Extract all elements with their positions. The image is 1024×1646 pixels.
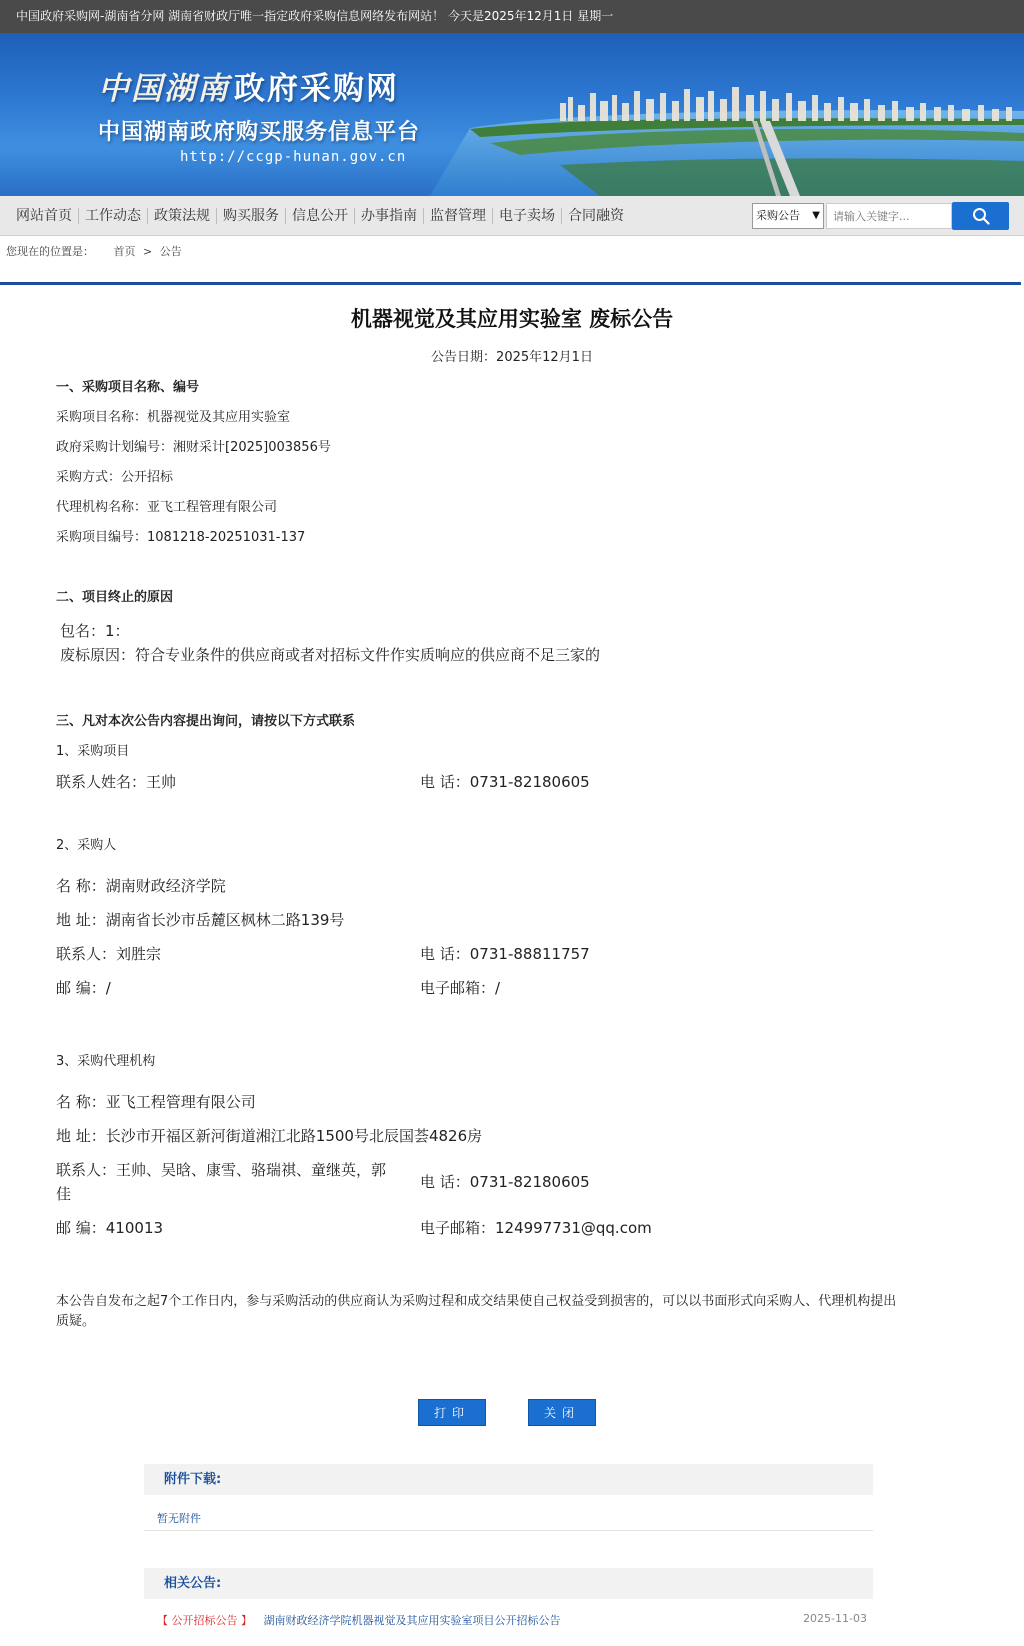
- top-info-bar: [0, 0, 1024, 33]
- breadcrumb-home-link[interactable]: 首页: [113, 245, 136, 258]
- search-icon: [972, 207, 990, 225]
- procurement-method: 采购方式：公开招标: [56, 470, 174, 485]
- section-3-heading: 三、凡对本次公告内容提出询问，请按以下方式联系: [56, 714, 356, 729]
- agency-name: 代理机构名称：亚飞工程管理有限公司: [56, 500, 278, 515]
- purchaser-postcode: 邮 编：/: [56, 979, 111, 997]
- plan-number: 政府采购计划编号：湘财采计[2025]003856号: [56, 440, 331, 455]
- nav-item-contract-finance[interactable]: 合同融资: [568, 208, 624, 224]
- related-item[interactable]: [157, 1612, 867, 1628]
- search-category-select[interactable]: [752, 203, 824, 229]
- contact-2-heading: 2、采购人: [56, 838, 117, 853]
- purchaser-email: 电子邮箱：/: [420, 979, 501, 997]
- no-attachments-text: 暂无附件: [157, 1512, 201, 1525]
- objection-notice: 本公告自发布之起7个工作日内，参与采购活动的供应商认为采购过程和成交结果使自己权益受到损害的，可以以书面形式向采购人、代理机构提出: [56, 1294, 897, 1309]
- breadcrumb-current[interactable]: 公告: [159, 245, 182, 258]
- project-number: 采购项目编号：1081218-20251031-137: [56, 530, 306, 545]
- section-2-heading: 二、项目终止的原因: [56, 590, 174, 605]
- nav-item-policies[interactable]: 政策法规: [154, 208, 210, 224]
- related-item-tag: 【 公开招标公告 】: [157, 1614, 252, 1627]
- agency-address: 地 址：长沙市开福区新河街道湘江北路1500号北辰国荟4826房: [56, 1127, 483, 1145]
- attachments-divider: [144, 1530, 873, 1531]
- purchaser-address: 地 址：湖南省长沙市岳麓区枫林二路139号: [56, 911, 345, 929]
- purchaser-contact: 联系人：刘胜宗: [56, 945, 162, 963]
- nav-item-supervision[interactable]: 监督管理: [430, 208, 486, 224]
- nav-items: [10, 196, 630, 236]
- related-item-date: 2025-11-03: [803, 1612, 867, 1625]
- breadcrumb-label: 您现在的位置是：: [6, 245, 94, 258]
- agency-email: 电子邮箱：124997731@qq.com: [420, 1219, 652, 1237]
- agency-contact-name: 名 称：亚飞工程管理有限公司: [56, 1093, 256, 1111]
- breadcrumb: [6, 243, 186, 259]
- purchaser-name: 名 称：湖南财政经济学院: [56, 877, 226, 895]
- page-title: 机器视觉及其应用实验室 废标公告: [350, 307, 674, 331]
- package-name: 包名：1：: [60, 622, 130, 640]
- site-logo[interactable]: [98, 63, 399, 108]
- section-1-heading: 一、采购项目名称、编号: [56, 380, 200, 395]
- announcement-date: 公告日期：2025年12月1日: [431, 350, 593, 365]
- site-subtitle: 中国湖南政府购买服务信息平台: [98, 120, 421, 145]
- nav-item-home[interactable]: 网站首页: [16, 208, 72, 224]
- search-category-value: 采购公告: [756, 209, 800, 222]
- contact-3-heading: 3、采购代理机构: [56, 1054, 156, 1069]
- nav-item-e-mall[interactable]: 电子卖场: [499, 208, 555, 224]
- related-item-link[interactable]: 湖南财政经济学院机器视觉及其应用实验室项目公开招标公告: [263, 1614, 561, 1627]
- agency-phone: 电 话：0731-82180605: [420, 1173, 590, 1191]
- nav-item-purchase-services[interactable]: 购买服务: [223, 208, 279, 224]
- nav-item-work-news[interactable]: 工作动态: [85, 208, 141, 224]
- contact-1-phone: 电 话：0731-82180605: [420, 773, 590, 791]
- search-button[interactable]: [952, 202, 1009, 230]
- nav-item-info-disclosure[interactable]: 信息公开: [292, 208, 348, 224]
- objection-notice-cont: 质疑。: [56, 1314, 96, 1329]
- search-input[interactable]: [826, 203, 952, 229]
- top-info-text: 中国政府采购网-湖南省分网 湖南省财政厅唯一指定政府采购信息网络发布网站！ 今天是2025年12月1日 星期一: [16, 9, 614, 23]
- project-name: 采购项目名称：机器视觉及其应用实验室: [56, 410, 291, 425]
- logo-main-text: 政府采购网: [234, 71, 399, 107]
- agency-contact-persons-cont: 佳: [56, 1185, 72, 1203]
- main-nav: [0, 196, 1024, 236]
- close-button[interactable]: 关闭: [528, 1399, 596, 1426]
- site-url: http://ccgp-hunan.gov.cn: [180, 149, 407, 165]
- chevron-down-icon: ▼: [812, 210, 820, 221]
- content-divider: [0, 282, 1021, 285]
- agency-postcode: 邮 编：410013: [56, 1219, 164, 1237]
- purchaser-phone: 电 话：0731-88811757: [420, 945, 590, 963]
- termination-reason: 废标原因：符合专业条件的供应商或者对招标文件作实质响应的供应商不足三家的: [60, 646, 601, 664]
- attachments-heading: 附件下载:: [144, 1464, 873, 1495]
- agency-contact-persons: 联系人：王帅、吴晗、康雪、骆瑞祺、童继英，郭: [56, 1161, 387, 1179]
- nav-item-guide[interactable]: 办事指南: [361, 208, 417, 224]
- logo-script-text: 中国湖南: [98, 71, 230, 107]
- contact-1-heading: 1、采购项目: [56, 744, 130, 759]
- contact-1-person: 联系人姓名：王帅: [56, 773, 177, 791]
- related-heading: 相关公告:: [144, 1568, 873, 1599]
- print-button[interactable]: 打印: [418, 1399, 486, 1426]
- site-banner: [0, 33, 1024, 196]
- breadcrumb-separator: >: [143, 245, 153, 258]
